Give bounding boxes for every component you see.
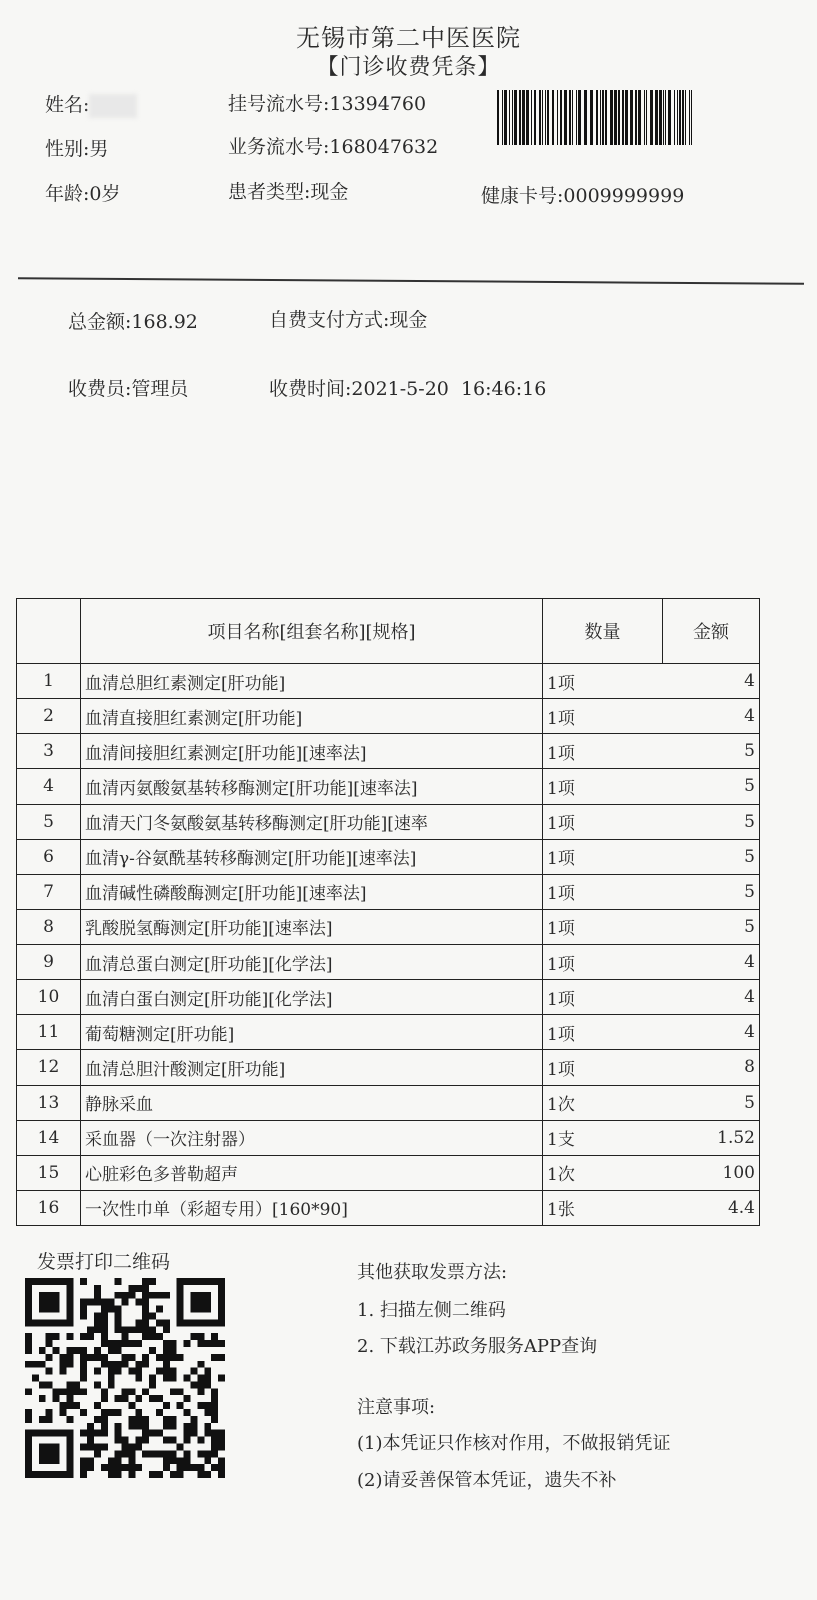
- divider-rule: [18, 277, 804, 284]
- row-quantity: 1项: [543, 945, 663, 980]
- barcode-bar: [691, 90, 692, 145]
- age-value: 0岁: [89, 183, 121, 205]
- barcode-bar: [668, 90, 671, 145]
- header-index: [17, 599, 81, 664]
- notice-1: (1)本凭证只作核对作用，不做报销凭证: [357, 1433, 671, 1454]
- row-item-name: 乳酸脱氢酶测定[肝功能][速率法]: [81, 909, 543, 944]
- row-quantity: 1项: [543, 1050, 663, 1085]
- barcode-bar: [545, 90, 546, 145]
- row-quantity: 1项: [543, 839, 663, 874]
- barcode: [497, 90, 697, 145]
- row-quantity: 1项: [543, 804, 663, 839]
- hospital-name: 无锡市第二中医医院: [296, 24, 521, 52]
- row-index: 10: [17, 980, 81, 1015]
- items-table: [16, 598, 760, 1226]
- name-field: [45, 90, 137, 118]
- biz-serial-value: 168047632: [329, 136, 439, 158]
- table-row: [17, 874, 760, 909]
- row-index: 15: [17, 1155, 81, 1190]
- row-item-name: 葡萄糖测定[肝功能]: [81, 1015, 543, 1050]
- patient-type-label: 患者类型:: [228, 181, 311, 203]
- barcode-bar: [646, 90, 647, 145]
- row-amount: 4: [663, 664, 760, 699]
- barcode-bar: [605, 90, 607, 145]
- health-card-field: [481, 181, 684, 208]
- gender-value: 男: [89, 138, 109, 160]
- row-item-name: 血清间接胆红素测定[肝功能][速率法]: [81, 734, 543, 769]
- barcode-bar: [685, 90, 686, 145]
- row-quantity: 1项: [543, 980, 663, 1015]
- qr-label: 发票打印二维码: [37, 1251, 171, 1273]
- row-amount: 5: [663, 909, 760, 944]
- total-label: 总金额:: [68, 311, 132, 333]
- patient-type-field: [228, 177, 348, 204]
- barcode-bar: [542, 90, 543, 145]
- row-item-name: 一次性巾单（彩超专用）[160*90]: [81, 1190, 543, 1225]
- row-amount: 5: [663, 839, 760, 874]
- row-amount: 4.4: [663, 1190, 760, 1225]
- row-quantity: 1项: [543, 874, 663, 909]
- method-2: 2. 下载江苏政务服务APP查询: [357, 1336, 598, 1357]
- row-amount: 4: [663, 1015, 760, 1050]
- row-item-name: 血清丙氨酸氨基转移酶测定[肝功能][速率法]: [81, 769, 543, 804]
- table-row: [17, 945, 760, 980]
- qr-code-icon: [25, 1278, 225, 1478]
- barcode-bar: [557, 90, 558, 145]
- barcode-bar: [578, 90, 581, 145]
- row-index: 8: [17, 909, 81, 944]
- row-quantity: 1项: [543, 699, 663, 734]
- row-index: 7: [17, 874, 81, 909]
- row-quantity: 1张: [543, 1190, 663, 1225]
- row-index: 6: [17, 839, 81, 874]
- method-1: 1. 扫描左侧二维码: [357, 1300, 506, 1321]
- row-amount: 5: [663, 874, 760, 909]
- payment-value: 现金: [389, 309, 428, 331]
- row-index: 3: [17, 734, 81, 769]
- barcode-bar: [569, 90, 571, 145]
- barcode-bar: [689, 90, 690, 145]
- row-item-name: 血清总胆汁酸测定[肝功能]: [81, 1050, 543, 1085]
- barcode-bar: [512, 90, 513, 145]
- row-index: 14: [17, 1120, 81, 1155]
- table-header-row: [17, 599, 760, 664]
- row-index: 1: [17, 664, 81, 699]
- barcode-bar: [650, 90, 653, 145]
- row-amount: 5: [663, 734, 760, 769]
- row-item-name: 心脏彩色多普勒超声: [81, 1155, 543, 1190]
- barcode-bar: [514, 90, 517, 145]
- row-index: 4: [17, 769, 81, 804]
- row-amount: 1.52: [663, 1120, 760, 1155]
- total-value: 168.92: [131, 311, 198, 333]
- barcode-bar: [618, 90, 620, 145]
- notice-2: (2)请妥善保管本凭证，遗失不补: [357, 1470, 617, 1491]
- barcode-bar: [679, 90, 681, 145]
- invoice-qr-code[interactable]: [25, 1278, 225, 1478]
- row-quantity: 1项: [543, 769, 663, 804]
- reg-serial-label: 挂号流水号:: [228, 93, 330, 115]
- table-row: [17, 734, 760, 769]
- barcode-bar: [534, 90, 536, 145]
- table-row: [17, 1190, 760, 1225]
- row-index: 9: [17, 945, 81, 980]
- row-item-name: 血清总胆红素测定[肝功能]: [81, 664, 543, 699]
- payment-label: 自费支付方式:: [269, 309, 390, 331]
- row-quantity: 1项: [543, 909, 663, 944]
- barcode-bar: [635, 90, 637, 145]
- gender-label: 性别:: [45, 138, 90, 160]
- patient-type-value: 现金: [310, 181, 349, 203]
- biz-serial-field: [228, 132, 438, 159]
- table-row: [17, 699, 760, 734]
- row-amount: 4: [663, 980, 760, 1015]
- row-quantity: 1项: [543, 1015, 663, 1050]
- barcode-bar: [622, 90, 624, 145]
- row-item-name: 血清总蛋白测定[肝功能][化学法]: [81, 945, 543, 980]
- receipt-title: 【门诊收费凭条】: [316, 55, 501, 80]
- header-quantity: 数量: [543, 599, 663, 664]
- row-amount: 8: [663, 1050, 760, 1085]
- reg-serial-field: [228, 89, 426, 116]
- row-index: 13: [17, 1085, 81, 1120]
- row-amount: 5: [663, 769, 760, 804]
- header-amount: 金额: [663, 599, 760, 664]
- reg-serial-value: 13394760: [329, 93, 427, 115]
- barcode-bar: [644, 90, 645, 145]
- table-row: [17, 1155, 760, 1190]
- gender-field: [45, 134, 108, 161]
- barcode-bar: [614, 90, 617, 145]
- table-row: [17, 769, 760, 804]
- barcode-bar: [600, 90, 601, 145]
- row-index: 5: [17, 804, 81, 839]
- barcode-bar: [638, 90, 641, 145]
- barcode-bar: [552, 90, 554, 145]
- row-item-name: 血清碱性磷酸酶测定[肝功能][速率法]: [81, 874, 543, 909]
- name-label: 姓名:: [45, 94, 90, 116]
- barcode-bar: [522, 90, 525, 145]
- row-amount: 4: [663, 945, 760, 980]
- table-row: [17, 804, 760, 839]
- row-item-name: 血清天门冬氨酸氨基转移酶测定[肝功能][速率: [81, 804, 543, 839]
- row-quantity: 1项: [543, 734, 663, 769]
- row-item-name: 血清白蛋白测定[肝功能][化学法]: [81, 980, 543, 1015]
- table-row: [17, 1050, 760, 1085]
- barcode-bar: [509, 90, 510, 145]
- barcode-bar: [504, 90, 507, 145]
- notice-title: 注意事项:: [357, 1397, 436, 1418]
- age-label: 年龄:: [45, 183, 90, 205]
- barcode-bar: [560, 90, 562, 145]
- barcode-bar: [659, 90, 662, 145]
- row-item-name: 血清γ-谷氨酰基转移酶测定[肝功能][速率法]: [81, 839, 543, 874]
- barcode-bar: [630, 90, 633, 145]
- barcode-bar: [674, 90, 675, 145]
- cashier-value: 管理员: [131, 378, 189, 400]
- row-item-name: 静脉采血: [81, 1085, 543, 1120]
- barcode-bar: [564, 90, 567, 145]
- total-field: [68, 307, 198, 334]
- row-index: 12: [17, 1050, 81, 1085]
- row-quantity: 1项: [543, 664, 663, 699]
- barcode-bar: [526, 90, 529, 145]
- barcode-bar: [572, 90, 573, 145]
- barcode-bar: [596, 90, 598, 145]
- row-item-name: 采血器（一次注射器）: [81, 1120, 543, 1155]
- barcode-bar: [610, 90, 613, 145]
- other-methods-title: 其他获取发票方法:: [357, 1262, 508, 1283]
- payment-field: [269, 305, 427, 332]
- table-row: [17, 1120, 760, 1155]
- barcode-bar: [519, 90, 521, 145]
- row-quantity: 1次: [543, 1155, 663, 1190]
- row-index: 2: [17, 699, 81, 734]
- row-amount: 5: [663, 1085, 760, 1120]
- barcode-bar: [602, 90, 604, 145]
- health-card-label: 健康卡号:: [481, 185, 564, 207]
- row-amount: 4: [663, 699, 760, 734]
- barcode-bar: [547, 90, 549, 145]
- cashier-label: 收费员:: [68, 378, 132, 400]
- barcode-bar: [497, 90, 499, 145]
- time-label: 收费时间:: [269, 378, 352, 400]
- name-redacted: [89, 94, 137, 118]
- row-item-name: 血清直接胆红素测定[肝功能]: [81, 699, 543, 734]
- time-field: [269, 374, 546, 401]
- table-row: [17, 839, 760, 874]
- row-amount: 100: [663, 1155, 760, 1190]
- header-item-name: 项目名称[组套名称][规格]: [81, 599, 543, 664]
- biz-serial-label: 业务流水号:: [228, 136, 330, 158]
- row-quantity: 1次: [543, 1085, 663, 1120]
- barcode-bar: [502, 90, 503, 145]
- row-amount: 5: [663, 804, 760, 839]
- row-index: 16: [17, 1190, 81, 1225]
- table-row: [17, 1015, 760, 1050]
- row-index: 11: [17, 1015, 81, 1050]
- row-quantity: 1支: [543, 1120, 663, 1155]
- cashier-field: [68, 374, 188, 401]
- table-row: [17, 664, 760, 699]
- barcode-bar: [590, 90, 593, 145]
- time-value: 2021-5-20 16:46:16: [351, 378, 547, 400]
- age-field: [45, 179, 121, 206]
- barcode-bar: [576, 90, 577, 145]
- barcode-bar: [677, 90, 678, 145]
- health-card-value: 0009999999: [563, 185, 685, 207]
- table-row: [17, 980, 760, 1015]
- barcode-bar: [665, 90, 666, 145]
- barcode-bar: [663, 90, 664, 145]
- barcode-bar: [539, 90, 541, 145]
- table-row: [17, 1085, 760, 1120]
- barcode-bar: [655, 90, 658, 145]
- barcode-bar: [584, 90, 587, 145]
- barcode-bar: [625, 90, 628, 145]
- table-row: [17, 909, 760, 944]
- barcode-bar: [531, 90, 532, 145]
- barcode-bar: [682, 90, 684, 145]
